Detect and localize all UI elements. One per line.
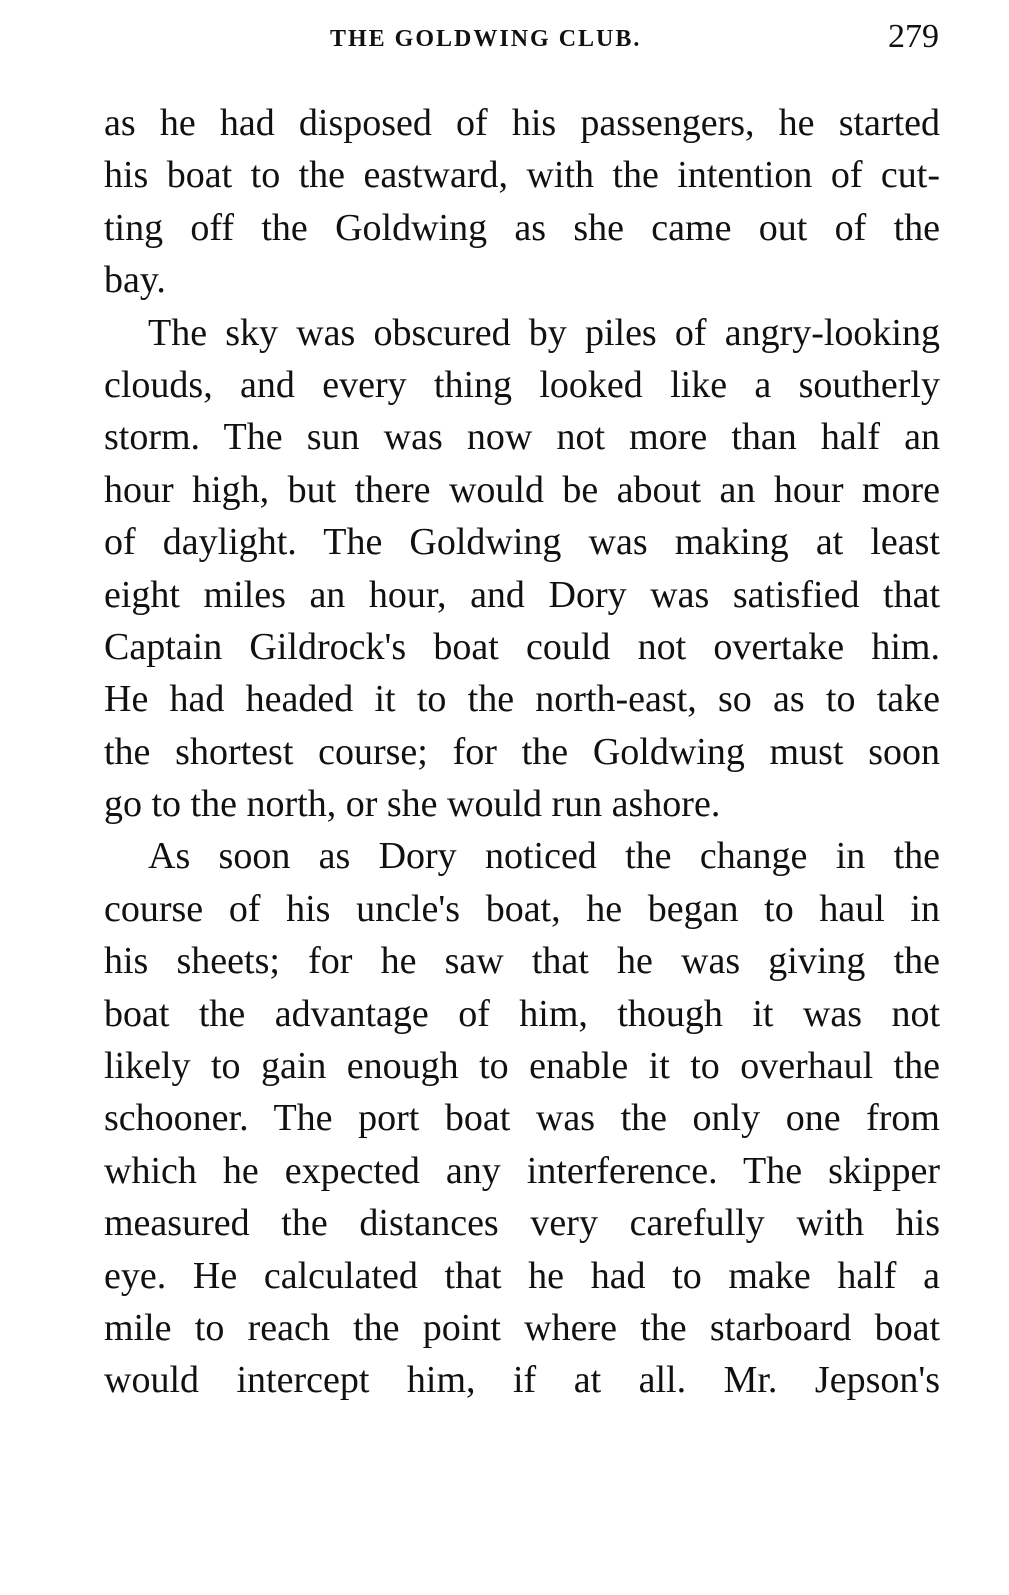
paragraph-1 — [104, 97, 940, 307]
text-line: He had headed it to the north-east, so as to take — [104, 678, 940, 721]
text-line: storm. The sun was now not more than half an — [104, 416, 940, 459]
running-head: THE GOLDWING CLUB. — [330, 26, 642, 52]
text-line: boat the advantage of him, though it was not — [104, 992, 940, 1035]
text-line: As soon as Dory noticed the change in the — [148, 835, 940, 878]
text-line: hour high, but there would be about an hour more — [104, 468, 940, 511]
text-line: mile to reach the point where the starboard boat — [104, 1306, 940, 1349]
page-number: 279 — [888, 18, 939, 55]
text-line: go to the north, or she would run ashore. — [104, 783, 721, 826]
paragraph-2 — [104, 307, 940, 831]
text-line: which he expected any interference. The skipper — [104, 1149, 940, 1192]
text-line: would intercept him, if at all. Mr. Jepson's — [104, 1359, 940, 1402]
text-line: measured the distances very carefully with his — [104, 1202, 940, 1245]
text-line: course of his uncle's boat, he began to haul in — [104, 887, 940, 930]
text-line: eight miles an hour, and Dory was satisfied that — [104, 573, 940, 616]
text-line: ting off the Goldwing as she came out of the — [104, 206, 940, 249]
text-line: the shortest course; for the Goldwing must soon — [104, 730, 940, 773]
text-line: eye. He calculated that he had to make half a — [104, 1254, 940, 1297]
text-line: his sheets; for he saw that he was giving the — [104, 940, 940, 983]
text-line: The sky was obscured by piles of angry-looking — [148, 311, 940, 354]
text-line: schooner. The port boat was the only one from — [104, 1097, 940, 1140]
text-line: as he had disposed of his passengers, he started — [104, 102, 940, 144]
text-line: of daylight. The Goldwing was making at least — [104, 521, 940, 564]
body-text — [104, 97, 940, 1407]
text-line: Captain Gildrock's boat could not overtake him. — [104, 625, 940, 668]
text-line: clouds, and every thing looked like a southerly — [104, 363, 940, 406]
text-line: his boat to the eastward, with the intention of cut- — [104, 154, 940, 197]
text-line: bay. — [104, 259, 166, 302]
paragraph-3 — [104, 830, 940, 1406]
text-line: likely to gain enough to enable it to overhaul the — [104, 1045, 940, 1088]
